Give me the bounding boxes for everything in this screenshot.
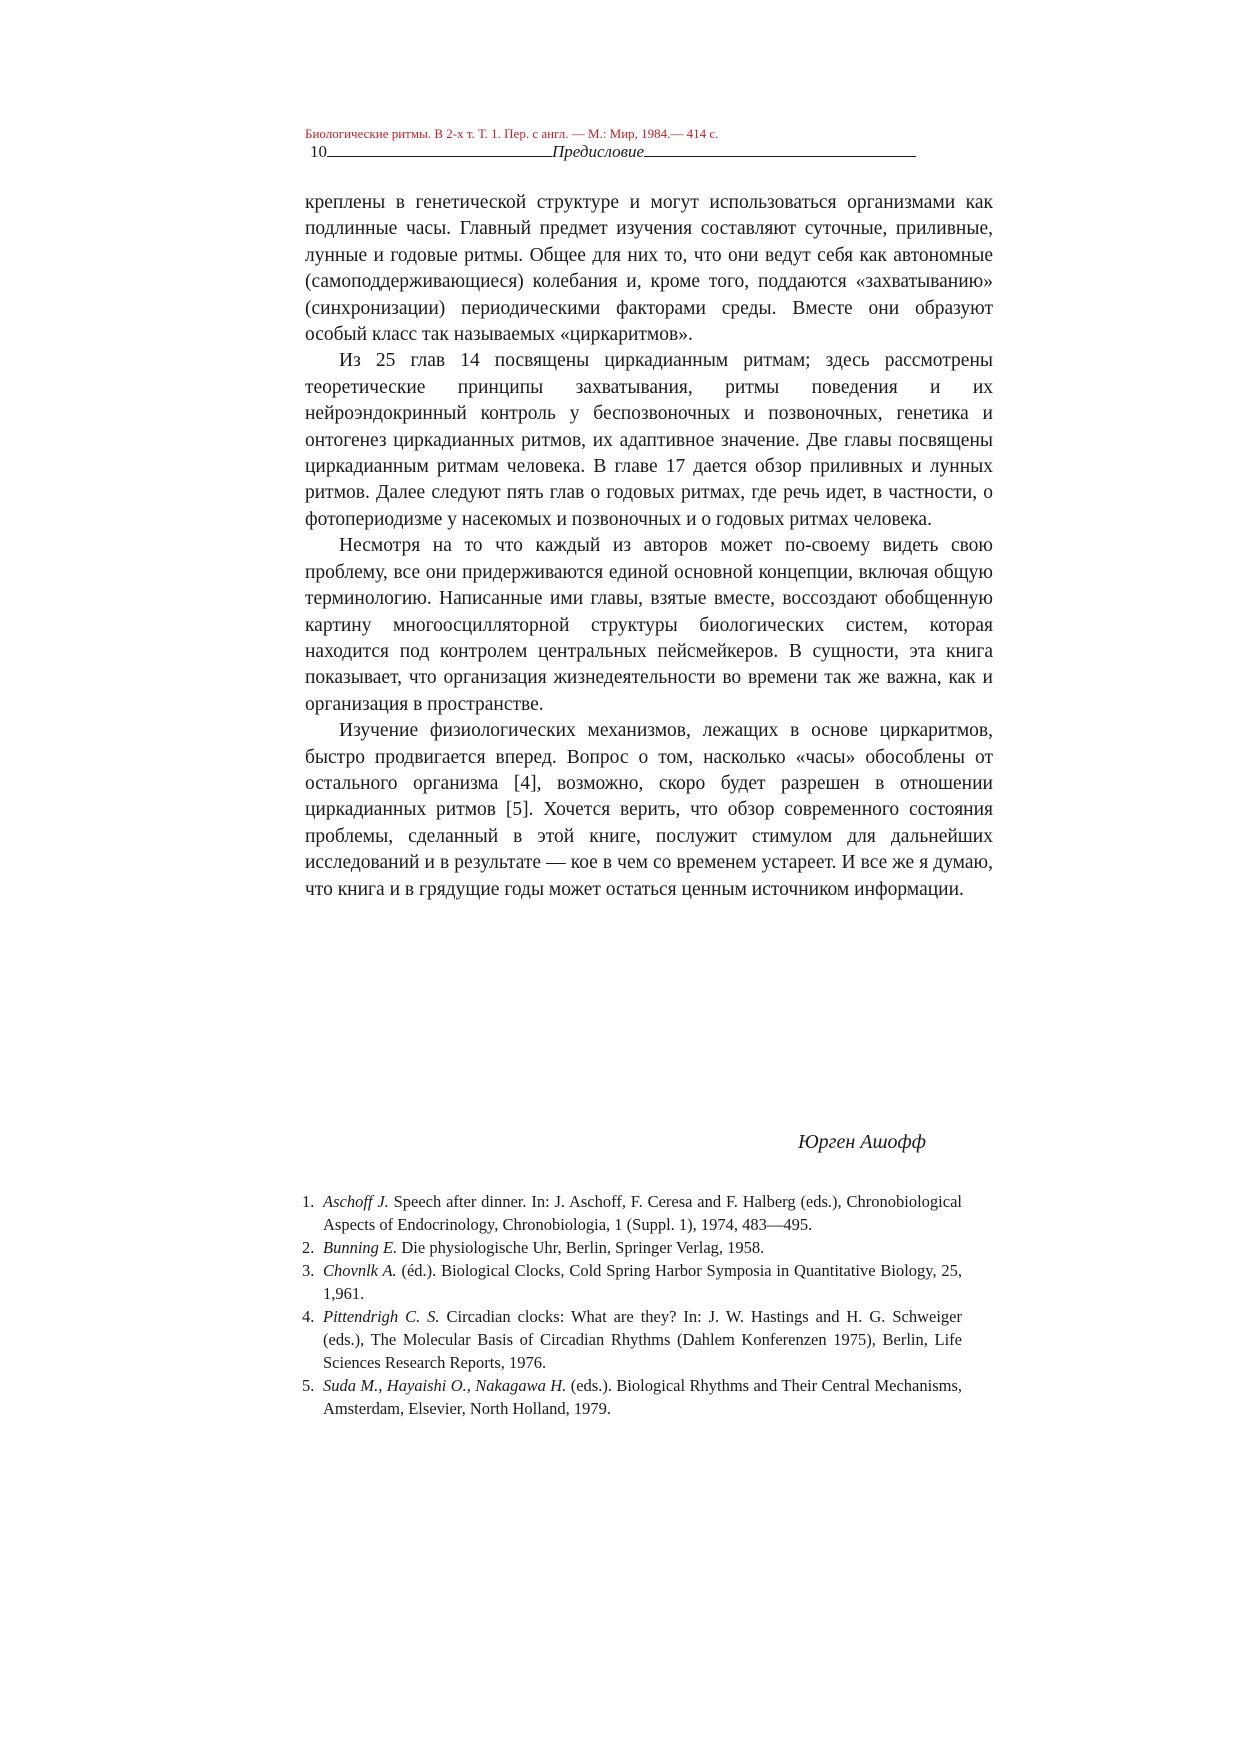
paragraph: креплены в генетической структуре и могут использоваться организмами как подлинные часы. Главный предмет изучения составляют суточные, приливные, лунные и годовые ритмы. Общее для них то, что они ведут себя как автономные (самоподдерживающиеся) колебания и, кроме того, поддаются «захватыванию» (синхронизации) периодическими факторами среды. Вместе они образуют особый класс так называемых «циркаритмов».	[305, 192, 993, 346]
reference-authors: Suda M., Hayaishi O., Nakagawa H.	[323, 1376, 567, 1395]
reference-number: 4.	[302, 1307, 315, 1326]
page-number: 10	[310, 142, 327, 161]
header-rule-right	[644, 142, 916, 157]
author-signature: Юрген Ашофф	[798, 1131, 926, 1153]
source-citation: Биологические ритмы. В 2-х т. Т. 1. Пер. с англ. — М.: Мир, 1984.— 414 с.	[305, 126, 719, 141]
reference-item	[302, 1190, 962, 1236]
main-text	[305, 190, 993, 903]
header-rule-left	[327, 142, 552, 157]
reference-text: (éd.). Biological Clocks, Cold Spring Harbor Symposia in Quantitative Biology, 25, 1,961.	[323, 1261, 962, 1303]
paragraph: Из 25 глав 14 посвящены циркадианным ритмам; здесь рассмотрены теоретические принципы захватывания, ритмы поведения и их нейроэндокринный контроль у беспозвоночных и позвоночных, генетика и онтогенез циркадианных ритмов, их адаптивное значение. Две главы посвящены циркадианным ритмам человека. В главе 17 дается обзор приливных и лунных ритмов. Далее следуют пять глав о годовых ритмах, где речь идет, в частности, о фотопериодизме у насекомых и позвоночных и о годовых ритмах человека.	[305, 350, 993, 530]
reference-number: 1.	[302, 1192, 315, 1211]
reference-item	[302, 1374, 962, 1420]
running-head	[310, 142, 980, 162]
reference-authors: Bunning E.	[323, 1238, 398, 1257]
reference-number: 5.	[302, 1376, 315, 1395]
reference-text: Speech after dinner. In: J. Aschoff, F. Ceresa and F. Halberg (eds.), Chronobiological Aspects of Endocrinology, Chronobiologia, 1 (Suppl. 1), 1974, 483—495.	[323, 1192, 962, 1234]
reference-authors: Chovnlk A.	[323, 1261, 397, 1280]
reference-list	[302, 1190, 962, 1420]
running-title: Предисловие	[552, 142, 645, 161]
reference-authors: Pittendrigh C. S.	[323, 1307, 440, 1326]
reference-text: (eds.). Biological Rhythms and Their Central Mechanisms, Amsterdam, Elsevier, North Holland, 1979.	[323, 1376, 962, 1418]
reference-item	[302, 1259, 962, 1305]
reference-authors: Aschoff J.	[323, 1192, 389, 1211]
reference-text: Circadian clocks: What are they? In: J. W. Hastings and H. G. Schweiger (eds.), The Molecular Basis of Circadian Rhythms (Dahlem Konferenzen 1975), Berlin, Life Sciences Research Reports, 1976.	[323, 1307, 962, 1372]
reference-text: Die physiologische Uhr, Berlin, Springer Verlag, 1958.	[397, 1238, 765, 1257]
reference-item	[302, 1236, 962, 1259]
paragraph: Несмотря на то что каждый из авторов может по-своему видеть свою проблему, все они придерживаются единой основной концепции, включая общую терминологию. Написанные ими главы, взятые вместе, воссоздают обобщенную картину многоосцилляторной структуры биологических систем, которая находится под контролем центральных пейсмейкеров. В сущности, эта книга показывает, что организация жизнедеятельности во времени так же важна, как и организация в пространстве.	[305, 535, 993, 715]
reference-item	[302, 1305, 962, 1374]
reference-number: 3.	[302, 1261, 315, 1280]
reference-number: 2.	[302, 1238, 315, 1257]
paragraph: Изучение физиологических механизмов, лежащих в основе циркаритмов, быстро продвигается вперед. Вопрос о том, насколько «часы» обособлены от остального организма [4], возможно, скоро будет разрешен в отношении циркадианных ритмов [5]. Хочется верить, что обзор современного состояния проблемы, сделанный в этой книге, послужит стимулом для дальнейших исследований и в результате — кое в чем со временем устареет. И все же я думаю, что книга и в грядущие годы может остаться ценным источником информации.	[305, 720, 993, 900]
